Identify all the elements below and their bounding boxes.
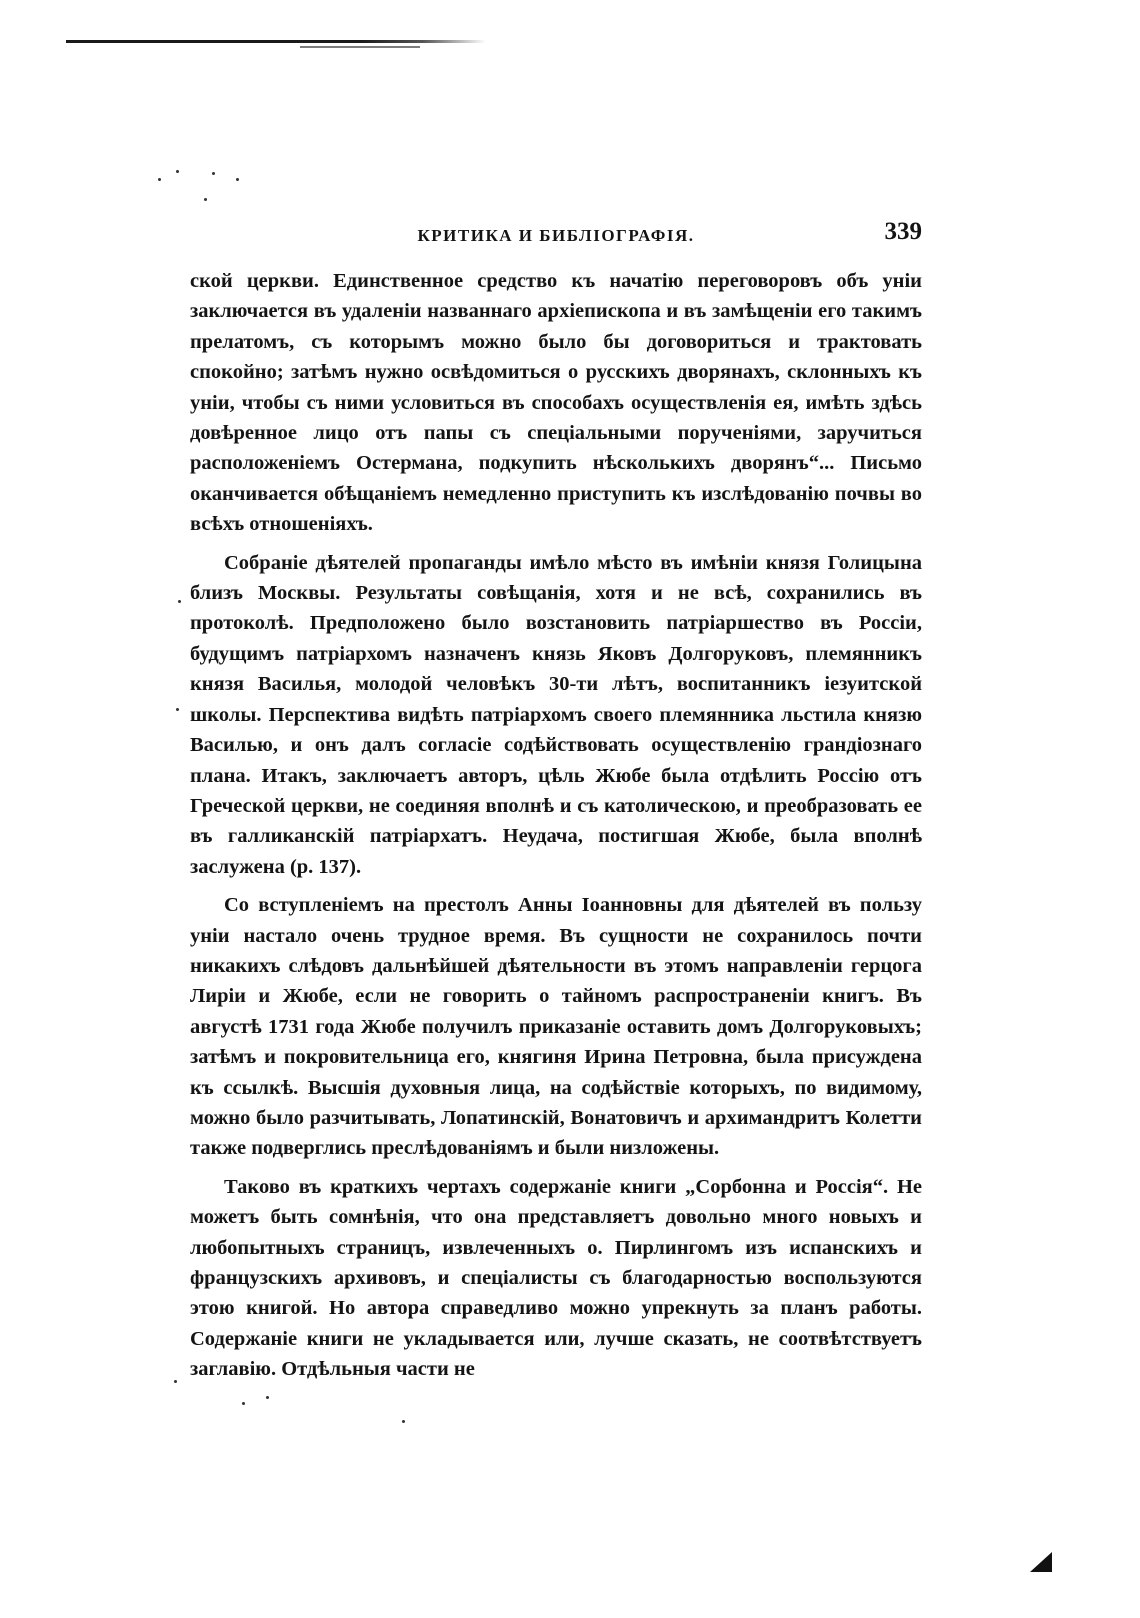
scan-speck <box>178 600 181 603</box>
scan-speck <box>242 1402 245 1405</box>
page-header <box>190 218 922 254</box>
scan-speck <box>266 1396 269 1399</box>
scan-speck <box>158 178 161 181</box>
scan-speck <box>176 708 179 711</box>
paragraph-continuation: ской церкви. Единственное средство къ начатію переговоровъ объ уніи заключается въ удаленіи названнаго архіепископа и въ замѣщеніи его такимъ прелатомъ, съ которымъ можно было бы договориться и трактовать спокойно; затѣмъ нужно освѣдомиться о русскихъ дворянахъ, склонныхъ къ уніи, чтобы съ ними условиться въ способахъ осуществленія ея, имѣть здѣсь довѣренное лицо отъ папы съ спеціальными порученіями, заручиться расположеніемъ Остермана, подкупить нѣсколькихъ дворянъ“... Письмо оканчивается обѣщаніемъ немедленно приступить къ изслѣдованію почвы во всѣхъ отношеніяхъ. <box>190 270 922 536</box>
scan-speck <box>176 170 179 173</box>
paragraph: Таково въ краткихъ чертахъ содержаніе книги „Сорбонна и Россія“. Не можетъ быть сомнѣнія, что она представляетъ довольно много новыхъ и любопытныхъ страницъ, извлеченныхъ о. Пирлингомъ изъ испанскихъ и французскихъ архивовъ, и спеціалисты съ благодарностью воспользуются этою книгой. Но автора справедливо можно упрекнуть за планъ работы. Содержаніе книги не укладывается или, лучше сказать, не соотвѣтствуетъ заглавію. Отдѣльныя части не <box>190 1175 922 1381</box>
paragraph: Со вступленіемъ на престолъ Анны Іоанновны для дѣятелей въ пользу уніи настало очень трудное время. Въ сущности не сохранилось почти никакихъ слѣдовъ дальнѣйшей дѣятельности въ этомъ направленіи герцога Лиріи и Жюбе, если не говорить о тайномъ распространеніи книгъ. Въ августѣ 1731 года Жюбе получилъ приказаніе оставить домъ Долгоруковыхъ; затѣмъ и покровительница его, княгиня Ирина Петровна, была присуждена къ ссылкѣ. Высшія духовныя лица, на содѣйствіе которыхъ, по видимому, можно было разчитывать, Лопатинскій, Вонатовичъ и архимандритъ Колетти также подверглись преслѣдованіямъ и были низложены. <box>190 894 922 1160</box>
scan-speck <box>212 172 215 175</box>
scan-edge-line <box>300 46 420 48</box>
scan-speck <box>204 198 207 201</box>
scan-speck <box>402 1420 405 1423</box>
body-text <box>190 266 922 1385</box>
running-head: КРИТИКА И БИБЛІОГРАФІЯ. <box>417 226 695 245</box>
page-number: 339 <box>884 218 922 245</box>
scan-edge-line <box>66 40 486 43</box>
scan-speck <box>236 178 239 181</box>
paragraph: Собраніе дѣятелей пропаганды имѣло мѣсто въ имѣніи князя Голицына близъ Москвы. Результаты совѣщанія, хотя и не всѣ, сохранились въ протоколѣ. Предположено было возстановить патріаршество въ Россіи, будущимъ патріархомъ назначенъ князь Яковъ Долгоруковъ, племянникъ князя Василья, молодой человѣкъ 30-ти лѣтъ, воспитанникъ іезуитской школы. Перспектива видѣть патріархомъ своего племянника льстила князю Василью, и онъ далъ согласіе содѣйствовать осуществленію грандіознаго плана. Итакъ, заключаетъ авторъ, цѣль Жюбе была отдѣлить Россію отъ Греческой церкви, не соединяя вполнѣ и съ католическою, и преобразовать ее въ галликанскій патріархатъ. Неудача, постигшая Жюбе, была вполнѣ заслужена (р. 137). <box>190 551 922 878</box>
scan-speck <box>174 1380 177 1383</box>
corner-triangle-mark <box>1030 1552 1052 1572</box>
book-page <box>190 218 922 1393</box>
